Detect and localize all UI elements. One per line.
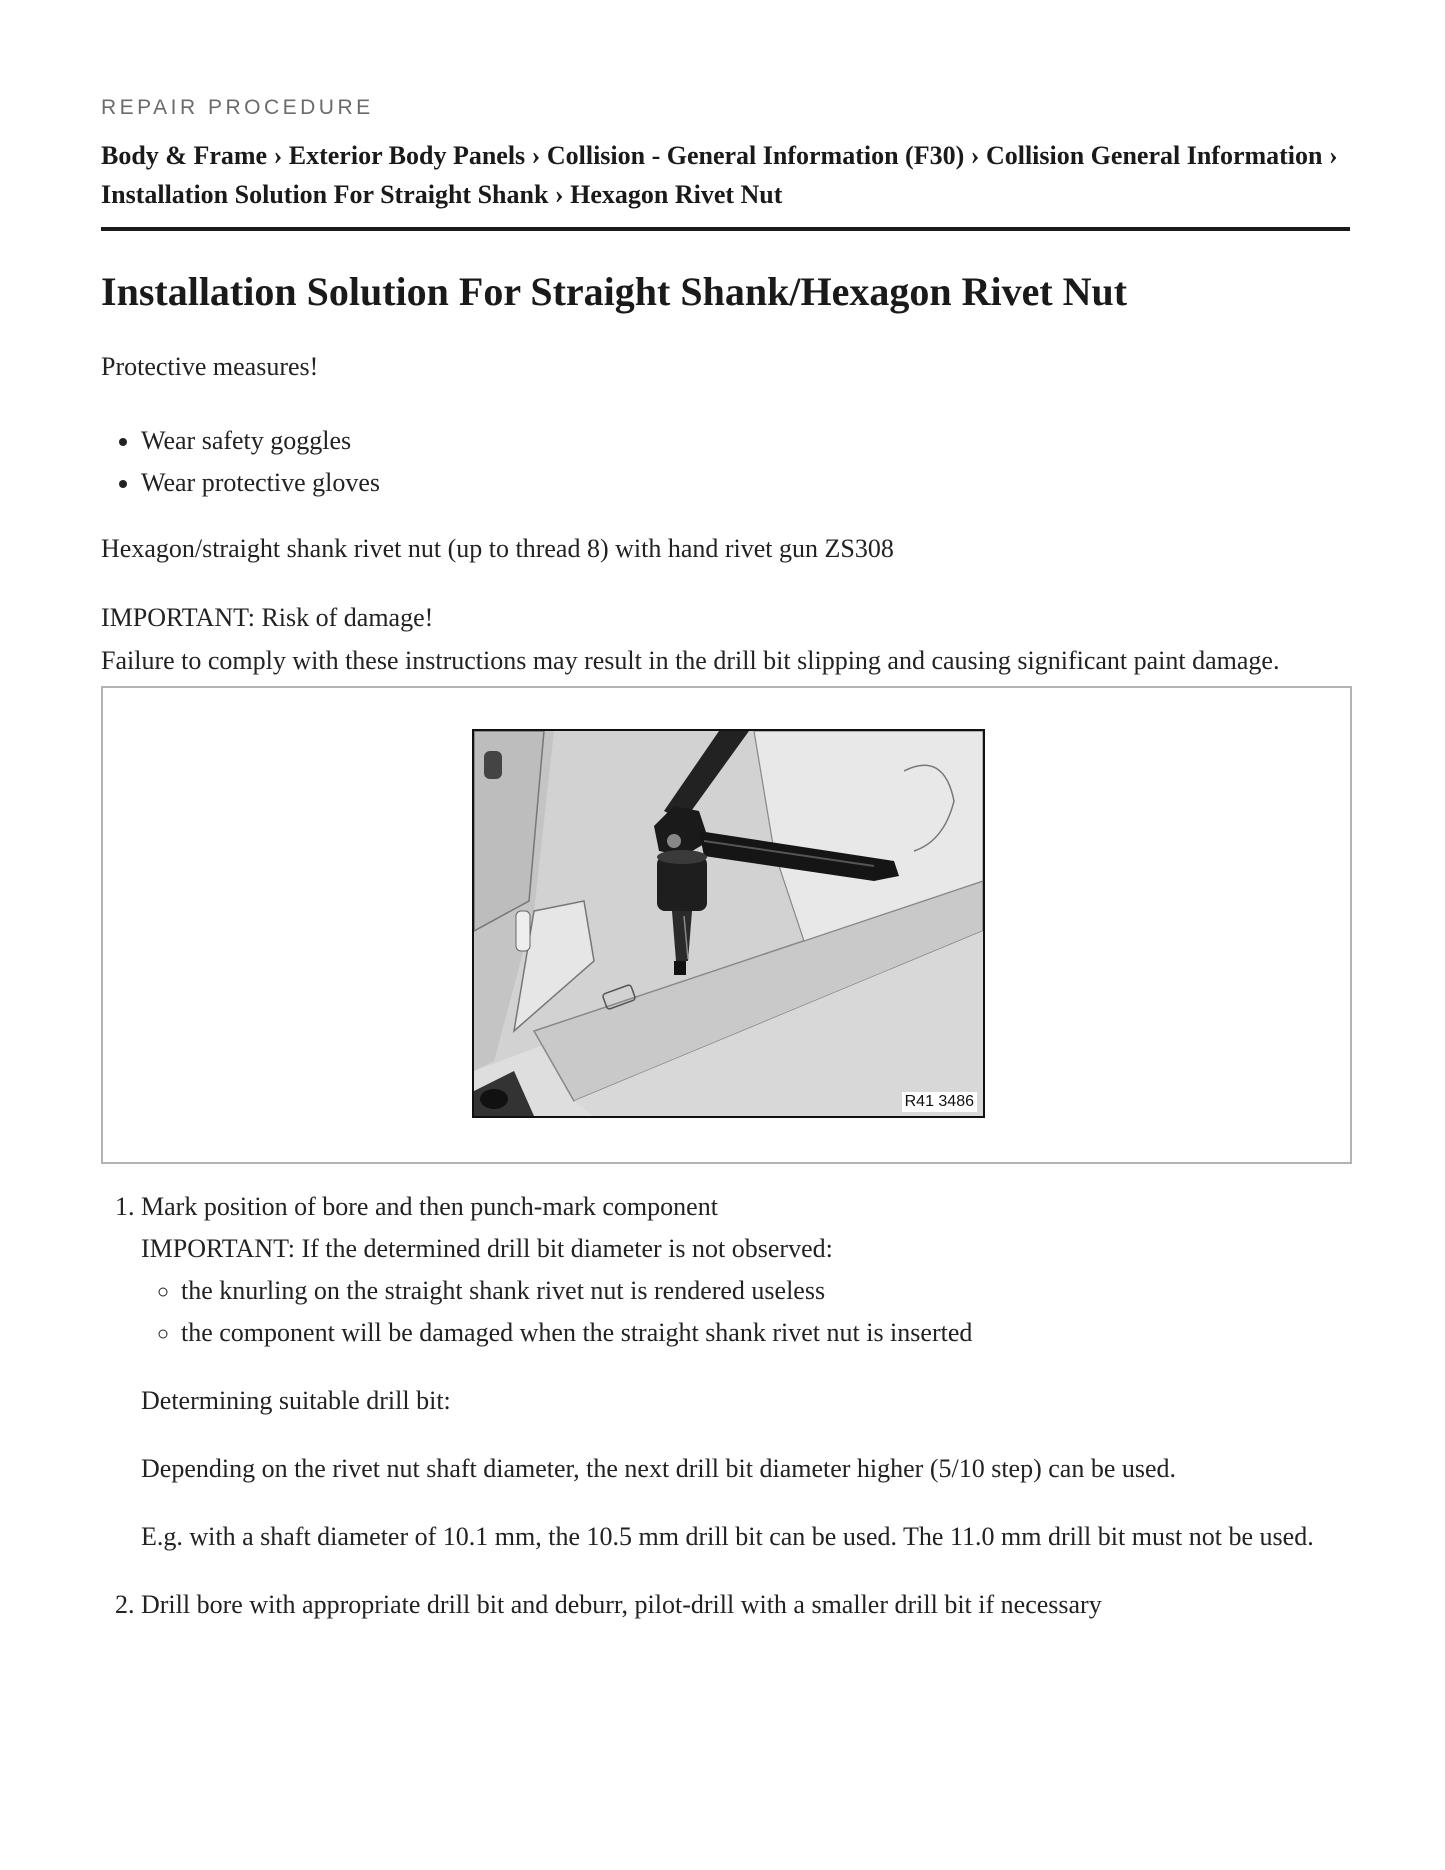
breadcrumb-item[interactable]: Installation Solution For Straight Shank (101, 180, 549, 209)
breadcrumb-separator: › (554, 180, 571, 209)
step-item (141, 1584, 1350, 1626)
breadcrumb (101, 136, 1350, 214)
figure-frame (101, 686, 1352, 1164)
step-paragraph: Depending on the rivet nut shaft diameter, the next drill bit diameter higher (5/10 step) can be used. (141, 1454, 1177, 1483)
tool-description: Hexagon/straight shank rivet nut (up to thread 8) with hand rivet gun ZS308 (101, 534, 894, 563)
rivet-gun-drawing (474, 731, 983, 1116)
breadcrumb-separator: › (273, 141, 289, 170)
step-paragraph: E.g. with a shaft diameter of 10.1 mm, the 10.5 mm drill bit can be used. The 11.0 mm drill bit must not be used. (141, 1522, 1314, 1551)
step-important: IMPORTANT: If the determined drill bit diameter is not observed: (141, 1234, 833, 1263)
protective-list (101, 420, 380, 504)
header-divider (101, 227, 1350, 231)
consequence-list (141, 1270, 1350, 1354)
step-text: 1. Mark position of bore and then punch-mark component (141, 1192, 718, 1221)
breadcrumb-item[interactable]: Collision - General Information (F30) (546, 141, 965, 170)
protective-heading: Protective measures! (101, 352, 319, 381)
procedure-steps (101, 1186, 1350, 1626)
page-title: Installation Solution For Straight Shank/Hexagon Rivet Nut (101, 269, 1128, 314)
procedure-illustration (472, 729, 985, 1118)
step-paragraph: Determining suitable drill bit: (141, 1386, 451, 1415)
figure-reference-label: R41 3486 (902, 1092, 977, 1112)
list-item: ◦ the component will be damaged when the straight shank rivet nut is inserted (181, 1312, 1350, 1354)
breadcrumb-separator: › (970, 141, 986, 170)
section-eyebrow: REPAIR PROCEDURE (101, 96, 374, 119)
list-item: ◦ the knurling on the straight shank rivet nut is rendered useless (181, 1270, 1350, 1312)
warning-title: IMPORTANT: Risk of damage! (101, 603, 434, 632)
step-text: 2. Drill bore with appropriate drill bit and deburr, pilot-drill with a smaller drill bit if necessary (141, 1590, 1102, 1619)
breadcrumb-separator: › (531, 141, 547, 170)
breadcrumb-item[interactable]: Body & Frame (101, 141, 268, 170)
list-item: • Wear safety goggles (141, 420, 380, 462)
list-item: • Wear protective gloves (141, 462, 380, 504)
warning-text: Failure to comply with these instructions may result in the drill bit slipping and causing significant paint damage. (101, 646, 1280, 675)
breadcrumb-item-current[interactable]: Hexagon Rivet Nut (570, 180, 783, 209)
breadcrumb-item[interactable]: Collision General Information (985, 141, 1323, 170)
step-item (141, 1186, 1350, 1558)
breadcrumb-separator: › (1329, 141, 1338, 170)
breadcrumb-item[interactable]: Exterior Body Panels (288, 141, 526, 170)
